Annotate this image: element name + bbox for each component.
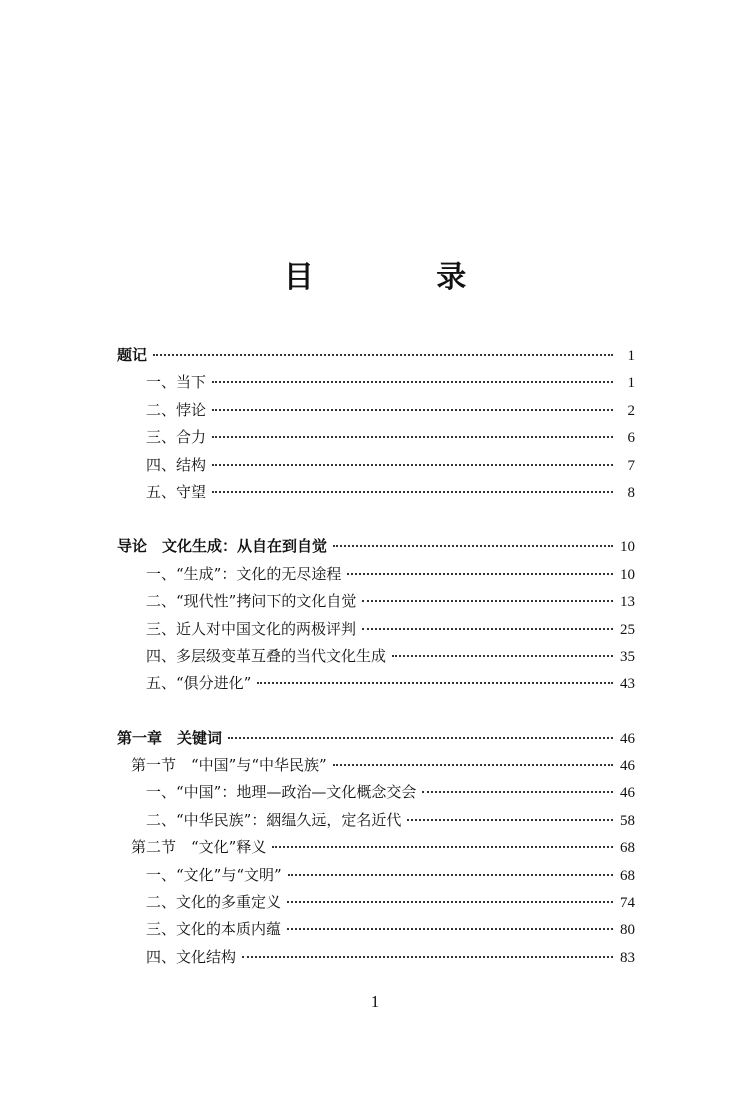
toc-entry-title: 五、“俱分进化” — [146, 674, 252, 693]
toc-entry-page: 74 — [620, 895, 635, 912]
toc-subsection-entry[interactable] — [117, 779, 635, 806]
toc-subsection-entry[interactable] — [117, 807, 635, 834]
dot-leader — [287, 928, 613, 930]
toc-subsection-entry[interactable] — [117, 561, 635, 588]
toc-entry-title: 第一章 关键词 — [117, 728, 223, 747]
dot-leader — [333, 764, 613, 766]
toc-subsection-entry[interactable] — [117, 643, 635, 670]
toc-entry-page: 2 — [627, 402, 635, 419]
dot-leader — [362, 600, 613, 602]
toc-entry-title: 一、当下 — [146, 373, 207, 392]
dot-leader — [288, 874, 613, 876]
toc-entry-page: 68 — [620, 840, 635, 857]
toc-entry-title: 第二节 “文化”释义 — [131, 838, 267, 857]
toc-entry-page: 1 — [627, 375, 635, 392]
toc-entry-title: 一、“文化”与“文明” — [146, 865, 282, 884]
toc-subsection-entry[interactable] — [117, 452, 635, 479]
toc-subsection-entry[interactable] — [117, 616, 635, 643]
toc-chapter-entry[interactable] — [117, 342, 635, 369]
dot-leader — [257, 682, 613, 684]
toc-chapter-entry[interactable] — [117, 725, 635, 752]
toc-entry-title: 二、悖论 — [146, 400, 207, 419]
dot-leader — [287, 901, 613, 903]
toc-group — [117, 725, 635, 972]
table-of-contents — [117, 342, 635, 998]
toc-entry-page: 7 — [627, 457, 635, 474]
toc-group — [117, 342, 635, 506]
toc-entry-title: 一、“生成”：文化的无尽途程 — [146, 564, 342, 583]
toc-entry-title: 四、文化结构 — [146, 947, 237, 966]
dot-leader — [153, 354, 613, 356]
dot-leader — [212, 436, 613, 438]
toc-section-entry[interactable] — [117, 834, 635, 861]
toc-subsection-entry[interactable] — [117, 916, 635, 943]
toc-entry-page: 10 — [620, 539, 635, 556]
toc-entry-title: 二、文化的多重定义 — [146, 893, 282, 912]
toc-entry-title: 三、合力 — [146, 428, 207, 447]
toc-entry-page: 83 — [620, 949, 635, 966]
dot-leader — [407, 819, 613, 821]
toc-entry-page: 58 — [620, 812, 635, 829]
toc-subsection-entry[interactable] — [117, 369, 635, 396]
toc-chapter-entry[interactable] — [117, 533, 635, 560]
dot-leader — [422, 791, 613, 793]
toc-entry-page: 46 — [620, 758, 635, 775]
toc-section-entry[interactable] — [117, 752, 635, 779]
dot-leader — [347, 573, 613, 575]
toc-entry-title: 四、结构 — [146, 455, 207, 474]
toc-entry-title: 四、多层级变革互叠的当代文化生成 — [146, 646, 387, 665]
dot-leader — [362, 628, 613, 630]
toc-entry-title: 导论 文化生成：从自在到自觉 — [117, 537, 328, 556]
toc-entry-page: 13 — [620, 594, 635, 611]
toc-entry-title: 五、守望 — [146, 482, 207, 501]
toc-subsection-entry[interactable] — [117, 670, 635, 697]
toc-subsection-entry[interactable] — [117, 397, 635, 424]
dot-leader — [212, 381, 613, 383]
toc-entry-page: 46 — [620, 785, 635, 802]
toc-entry-title: 三、近人对中国文化的两极评判 — [146, 619, 357, 638]
toc-entry-page: 35 — [620, 648, 635, 665]
toc-subsection-entry[interactable] — [117, 588, 635, 615]
toc-entry-page: 46 — [620, 730, 635, 747]
toc-entry-page: 8 — [627, 484, 635, 501]
toc-entry-page: 10 — [620, 566, 635, 583]
dot-leader — [212, 409, 613, 411]
toc-entry-title: 第一节 “中国”与“中华民族” — [131, 756, 327, 775]
dot-leader — [272, 846, 613, 848]
toc-subsection-entry[interactable] — [117, 424, 635, 451]
toc-subsection-entry[interactable] — [117, 889, 635, 916]
toc-entry-page: 43 — [620, 676, 635, 693]
toc-entry-page: 68 — [620, 867, 635, 884]
toc-entry-title: 题记 — [117, 346, 148, 364]
page-title: 目 录 — [283, 260, 523, 295]
toc-entry-page: 1 — [627, 348, 635, 364]
dot-leader — [333, 545, 613, 547]
toc-group — [117, 533, 635, 697]
toc-entry-title: 一、“中国”：地理—政治—文化概念交会 — [146, 783, 417, 802]
toc-entry-title: 三、文化的本质内蕴 — [146, 920, 282, 939]
page-number: 1 — [370, 992, 380, 1011]
toc-subsection-entry[interactable] — [117, 479, 635, 506]
toc-entry-page: 80 — [620, 922, 635, 939]
toc-entry-page: 6 — [627, 430, 635, 447]
dot-leader — [228, 737, 613, 739]
toc-subsection-entry[interactable] — [117, 944, 635, 971]
toc-entry-title: 二、“现代性”拷问下的文化自觉 — [146, 592, 357, 611]
toc-subsection-entry[interactable] — [117, 862, 635, 889]
dot-leader — [212, 464, 613, 466]
dot-leader — [392, 655, 613, 657]
dot-leader — [212, 491, 613, 493]
dot-leader — [242, 956, 613, 958]
toc-entry-page: 25 — [620, 621, 635, 638]
toc-entry-title: 二、“中华民族”：絪缊久远，定名近代 — [146, 810, 402, 829]
